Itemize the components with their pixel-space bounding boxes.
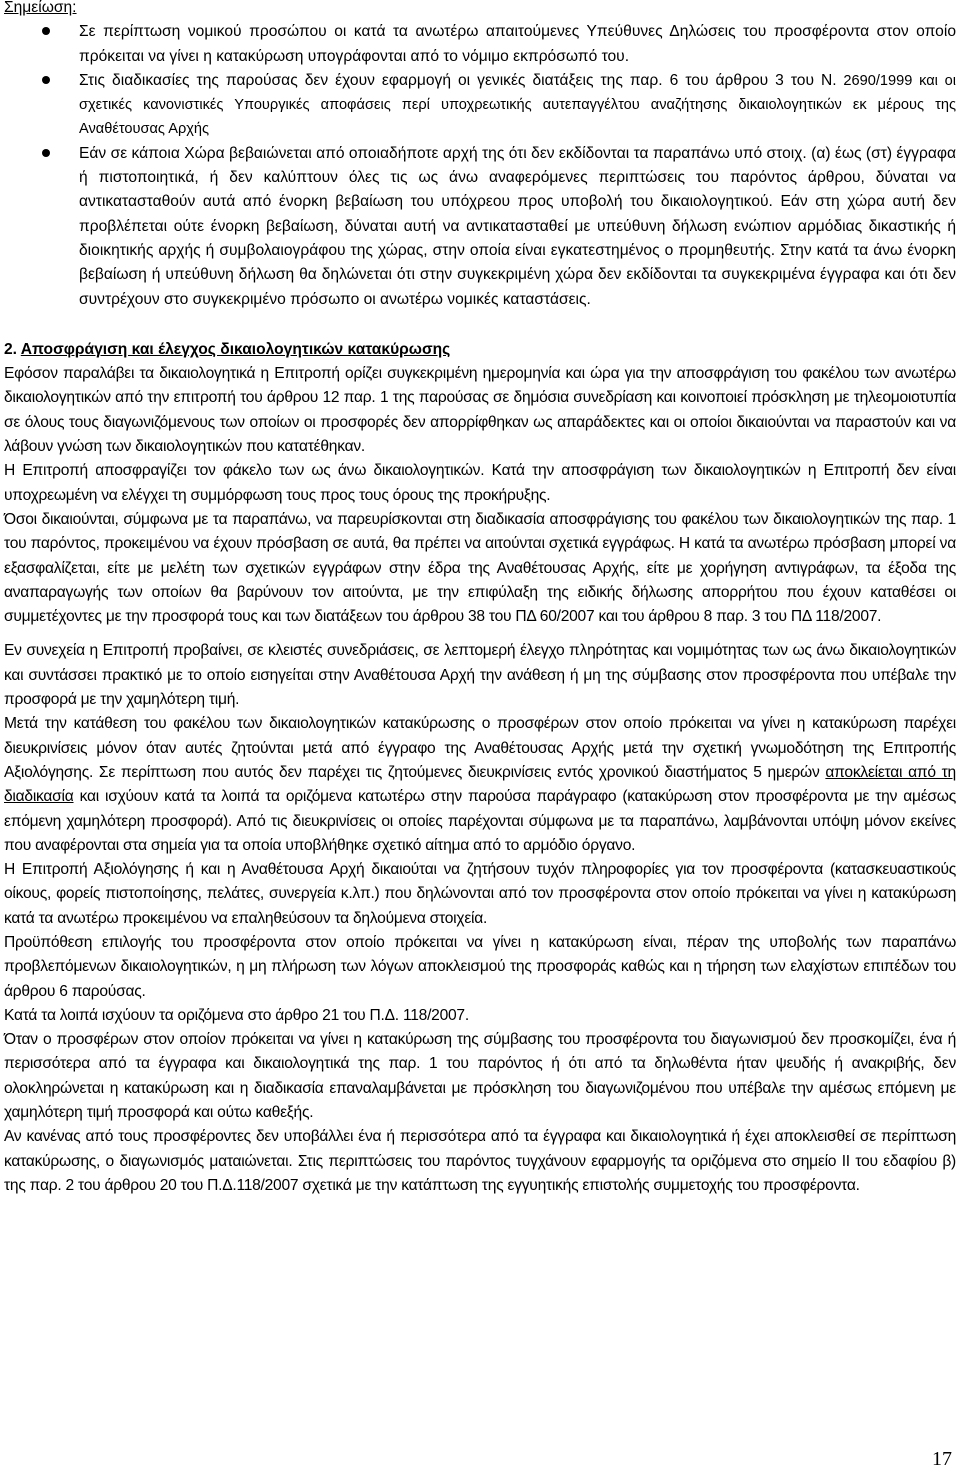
bullet-icon [42, 27, 50, 35]
section-title: Αποσφράγιση και έλεγχος δικαιολογητικών κατακύρωσης [20, 340, 451, 358]
section-heading [4, 338, 956, 362]
paragraph-10: Αν κανένας από τους προσφέροντες δεν υποβάλλει ένα ή περισσότερα από τα έγγραφα και δικαιολογητικά ή έχει αποκλεισθεί σε περίπτωση κατακύρωσης, ο διαγωνισμός ματαιώνεται. Στις περιπτώσεις του παρόντος τυγχάνουν εφαρμογής τα οριζόμενα στο σημείο II του εδαφίου β) της παρ. 2 του άρθρου 20 του Π.Δ.118/2007 σχετικά με την κατάπτωση της εγγυητικής επιστολής συμμετοχής του προσφέροντα. [4, 1128, 956, 1194]
document-page [4, 0, 956, 1198]
page-number: 17 [932, 1448, 952, 1470]
bullet-icon [42, 76, 50, 84]
spacer [4, 316, 956, 338]
paragraph-2: Η Επιτροπή αποσφραγίζει τον φάκελο των ως άνω δικαιολογητικών. Κατά την αποσφράγιση των δικαιολογητικών η Επιτροπή δεν είναι υποχρεωμένη να ελέγχει τη συμμόρφωση τους προς τους όρους της προκήρυξης. [4, 462, 956, 504]
paragraph-5-underlined: αποκλείεται από τη διαδικασία [4, 763, 956, 806]
note-bullet-item-2 [4, 69, 956, 142]
section-number: 2. [4, 340, 18, 358]
note-title: Σημείωση: [4, 0, 77, 16]
note-bullet-item-1 [4, 20, 956, 69]
paragraph-3: Όσοι δικαιούνται, σύμφωνα με τα παραπάνω, να παρευρίσκονται στη διαδικασία αποσφράγισης του φακέλου των δικαιολογητικών της παρ. 1 του παρόντος, προκειμένου να έχουν πρόσβαση σε αυτά, θα πρέπει να αιτούνται σχετικά εγγράφως. Η κατά τα ανωτέρω πρόσβαση μπορεί να εξασφαλίζεται, είτε με μελέτη των σχετικών εγγράφων στην έδρα της Αναθέτουσας Αρχής, είτε με χορήγηση αντιγράφων, τα έξοδα της αναπαραγωγής των οποίων θα βαρύνουν τον αιτούντα, με την επιφύλαξη της ειδικής δήλωσης απορρήτου που έχουν καταθέσει οι συμμετέχοντες με την προσφορά τους και των διατάξεων του άρθρου 38 του ΠΔ 60/2007 και του άρθρου 8 παρ. 3 του ΠΔ 118/2007. [4, 510, 956, 626]
paragraph-5-text-after: και ισχύουν κατά τα λοιπά τα οριζόμενα κατωτέρω στην παρούσα παράγραφο (κατακύρωση στον προσφέροντα με την αμέσως επόμενη χαμηλότερη προσφορά). Από τις διευκρινίσεις οι οποίες παρέχονται σύμφωνα με τα παραπάνω, λαμβάνονται υπόψη μόνον εκείνες που αναφέρονται στα σημεία για τα οποία υποβλήθηκε σχετικό αίτημα από το αρμόδιο όργανο. [4, 788, 956, 854]
spacer [4, 629, 956, 639]
note-bullet-text: Στις διαδικασίες της παρούσας δεν έχουν εφαρμογή οι γενικές διατάξεις της παρ. 6 του άρθρου 3 του Ν. [79, 71, 837, 89]
paragraph-5-text-before: Μετά την κατάθεση του φακέλου των δικαιολογητικών κατακύρωσης ο προσφέρων στον οποίο πρόκειται να γίνει η κατακύρωση παρέχει διευκρινίσεις μόνον όταν αυτές ζητούνται μετά από έγγραφο της Αναθέτουσας Αρχής μετά την σχετική γνωμοδότηση της Επιτροπής Αξιολόγησης. Σε περίπτωση που αυτός δεν παρέχει τις ζητούμενες διευκρινίσεις εντός χρονικού διαστήματος 5 ημερών [4, 715, 956, 781]
paragraph-8: Κατά τα λοιπά ισχύουν τα οριζόμενα στο άρθρο 21 του Π.Δ. 118/2007. [4, 1006, 469, 1024]
bullet-icon [42, 149, 50, 157]
paragraph-7: Προϋπόθεση επιλογής του προσφέροντα στον οποίο πρόκειται να γίνει η κατακύρωση είναι, πέραν της υποβολής των παραπάνω προβλεπόμενων δικαιολογητικών, η μη πλήρωση των λόγων αποκλεισμού της προσφοράς καθώς και η τήρηση των ελαχίστων επιπέδων του άρθρου 6 παρούσας. [4, 933, 956, 1000]
paragraph-1: Εφόσον παραλάβει τα δικαιολογητικά η Επιτροπή ορίζει συγκεκριμένη ημερομηνία και ώρα για την αποσφράγιση του φακέλου των ανωτέρω δικαιολογητικών από την επιτροπή του άρθρου 12 παρ. 1 της παρούσας σε δημόσια συνεδρίαση και κοινοποιεί πρόσκληση με τηλεομοιοτυπία σε όλους τους διαγωνιζόμενους των οποίων οι προσφορές δεν απορρίφθηκαν ως απαράδεκτες και οι οποίοι δικαιούνται να παραστούν και να λάβουν γνώση των δικαιολογητικών που κατατέθηκαν. [4, 365, 956, 456]
note-bullet-item-3 [4, 142, 956, 312]
note-bullet-text-small: 2690/1999 και οι σχετικές κανονιστικές Υπουργικές αποφάσεις περί υποχρεωτικής αυτεπαγγέλτου αναζήτησης δικαιολογητικών εκ μέρους της Αναθέτουσας Αρχής [79, 72, 956, 138]
note-bullet-text: Εάν σε κάποια Χώρα βεβαιώνεται από οποιαδήποτε αρχή της ότι δεν εκδίδονται τα παραπάνω υπό στοιχ. (α) έως (στ) έγγραφα ή πιστοποιητικά, ή δεν καλύπτουν όλες τις ως άνω αναφερόμενες περιπτώσεις του παρόντος άρθρου, δύναται να αντικατασταθούν αυτά από ένορκη βεβαίωση του υπόχρεου προς υποβολή του δικαιολογητικού. Εάν στη χώρα αυτή δεν προβλέπεται ούτε ένορκη βεβαίωση, δύναται αυτή να αντικατασταθεί με υπεύθυνη δήλωση ενώπιον αρμόδιας δικαστικής ή διοικητικής αρχής ή συμβολαιογράφου της χώρας, στην οποία είναι εγκατεστημένος ο προμηθευτής. Στην κατά τα άνω ένορκη βεβαίωση ή υπεύθυνη δήλωση θα δηλώνεται ότι στην συγκεκριμένη χώρα δεν εκδίδονται τα συγκεκριμένα έγγραφα και ότι δεν συντρέχουν στο συγκεκριμένο πρόσωπο οι ανωτέρω νομικές καταστάσεις. [79, 144, 956, 308]
paragraph-5 [4, 712, 956, 858]
paragraph-9: Όταν ο προσφέρων στον οποίον πρόκειται να γίνει η κατακύρωση της σύμβασης του προσφέροντα του διαγωνισμού δεν προσκομίζει, ένα ή περισσότερα από τα έγγραφα και δικαιολογητικά της παρ. 1 του παρόντος ή ότι από τα δηλωθέντα ήταν ψευδής ή ανακριβής, δεν ολοκληρώνεται η κατακύρωση και η διαδικασία επαναλαμβάνεται με πρόσκληση του διαγωνιζομένου που υπέβαλε την αμέσως επόμενη με χαμηλότερη τιμή προσφορά και ούτω καθεξής. [4, 1031, 956, 1122]
note-bullet-text: Σε περίπτωση νομικού προσώπου οι κατά τα ανωτέρω απαιτούμενες Υπεύθυνες Δηλώσεις του προσφέροντα στον οποίο πρόκειται να γίνει η κατακύρωση υπογράφονται από το νόμιμο εκπρόσωπό του. [79, 23, 956, 65]
note-bullet-list [4, 20, 956, 312]
paragraph-4: Εν συνεχεία η Επιτροπή προβαίνει, σε κλειστές συνεδριάσεις, σε λεπτομερή έλεγχο πληρότητας και νομιμότητας των ως άνω δικαιολογητικών και συντάσσει πρακτικό με το οποίο εισηγείται στην Αναθέτουσα Αρχή την ανάθεση ή μη της σύμβασης στον προσφέροντα που υπέβαλε την προσφορά με την χαμηλότερη τιμή. [4, 642, 956, 709]
paragraph-6: Η Επιτροπή Αξιολόγησης ή και η Αναθέτουσα Αρχή δικαιούται να ζητήσουν τυχόν πληροφορίες για τον προσφέροντα (κατασκευαστικούς οίκους, φορείς πιστοποίησης, πελάτες, συνεργεία κ.λπ.) που δηλώνονται από τον προσφέροντα στον οποίο πρόκειται να γίνει η κατακύρωση κατά τα ανωτέρω προκειμένου να επαληθεύσουν τα δηλούμενα στοιχεία. [4, 861, 956, 927]
